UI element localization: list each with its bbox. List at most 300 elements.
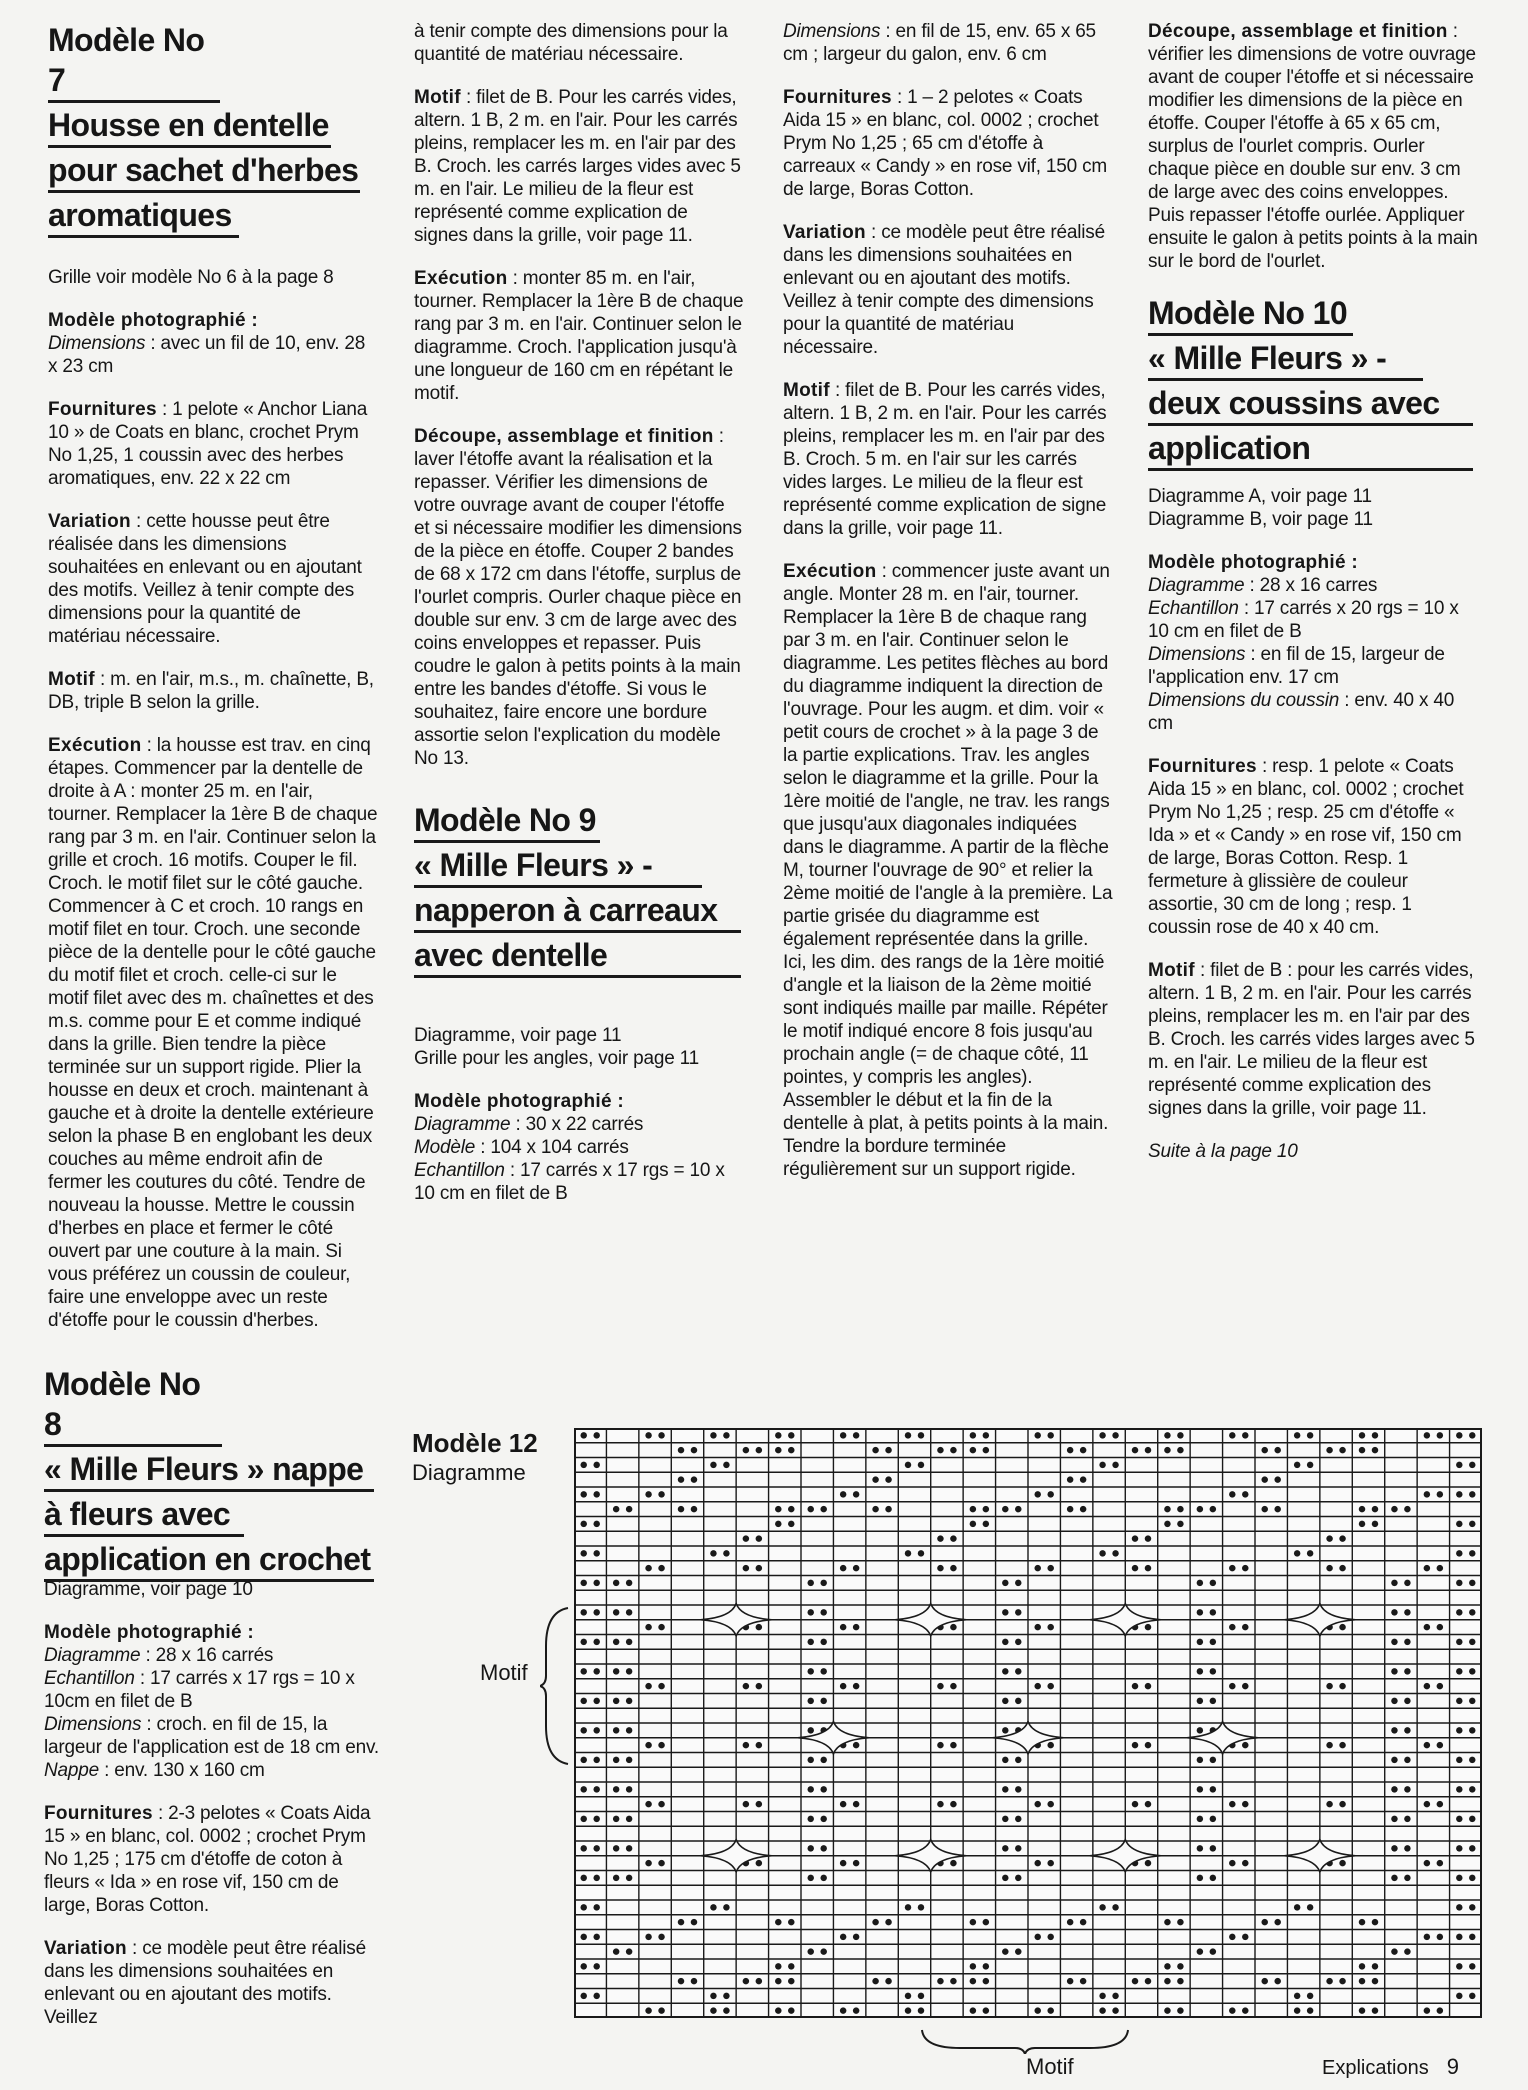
filled-stitch-dot — [593, 1727, 599, 1733]
filled-stitch-dot — [937, 1565, 943, 1571]
filled-stitch-dot — [593, 1521, 599, 1527]
filled-stitch-dot — [1067, 1506, 1073, 1512]
filled-stitch-dot — [983, 1963, 989, 1969]
filled-stitch-dot — [1372, 1963, 1378, 1969]
filled-stitch-dot — [743, 1978, 749, 1984]
filled-stitch-dot — [1210, 1786, 1216, 1792]
filled-stitch-dot — [905, 1550, 911, 1556]
filled-stitch-dot — [1002, 1609, 1008, 1615]
filled-stitch-dot — [950, 1565, 956, 1571]
filled-stitch-dot — [872, 1919, 878, 1925]
filled-stitch-dot — [1034, 1801, 1040, 1807]
filled-stitch-dot — [593, 1698, 599, 1704]
filled-stitch-dot — [613, 1506, 619, 1512]
filled-stitch-dot — [658, 2007, 664, 2013]
filled-stitch-dot — [1307, 1550, 1313, 1556]
filled-stitch-dot — [1456, 1757, 1462, 1763]
filled-stitch-dot — [1099, 1993, 1105, 1999]
sample-text: : 17 carrés x 17 rgs = 10 x 10cm en filet de B — [44, 1668, 355, 1712]
model-8-motif — [414, 86, 744, 247]
filled-stitch-dot — [1145, 1860, 1151, 1866]
filled-stitch-dot — [1242, 1432, 1248, 1438]
filled-stitch-dot — [1274, 1506, 1280, 1512]
filled-stitch-dot — [1404, 1845, 1410, 1851]
filled-stitch-dot — [1469, 1491, 1475, 1497]
filled-stitch-dot — [1034, 1565, 1040, 1571]
filled-stitch-dot — [1015, 1786, 1021, 1792]
filled-stitch-dot — [918, 1904, 924, 1910]
filled-stitch-dot — [937, 1742, 943, 1748]
filled-stitch-dot — [840, 1491, 846, 1497]
tablecloth-label: Nappe — [44, 1760, 99, 1781]
filled-stitch-dot — [691, 1506, 697, 1512]
filled-stitch-dot — [872, 1506, 878, 1512]
filled-stitch-dot — [840, 1860, 846, 1866]
model-10-motif — [1148, 959, 1478, 1120]
supplies-text: : resp. 1 pelote « Coats Aida 15 » en blanc, col. 0002 ; crochet Prym No 1,25 ; resp. 25 cm d'étoffe « Ida » et « Candy » en rose vif, 150 cm de large, Boras Cotton. Resp. 1 fermeture à glissière de couleur assortie, 30 cm de long ; resp. 1 coussin rose de 40 x 40 cm. — [1148, 756, 1464, 938]
continued-text: à tenir compte des dimensions pour la quantité de matériau nécessaire. — [414, 21, 728, 65]
filled-stitch-dot — [626, 1757, 632, 1763]
model-9-specs — [414, 1090, 744, 1205]
filled-stitch-dot — [1177, 1506, 1183, 1512]
filled-stitch-dot — [1372, 1447, 1378, 1453]
filled-stitch-dot — [1015, 1506, 1021, 1512]
grid-reference: Grille pour les angles, voir page 11 — [414, 1048, 699, 1069]
filled-stitch-dot — [626, 1948, 632, 1954]
filled-stitch-dot — [1469, 1698, 1475, 1704]
filled-stitch-dot — [1391, 1698, 1397, 1704]
filled-stitch-dot — [1015, 1609, 1021, 1615]
filled-stitch-dot — [918, 2007, 924, 2013]
filled-stitch-dot — [1242, 1624, 1248, 1630]
filled-stitch-dot — [840, 1565, 846, 1571]
filled-stitch-dot — [1112, 1462, 1118, 1468]
filled-stitch-dot — [1359, 1521, 1365, 1527]
filled-stitch-dot — [1424, 1683, 1430, 1689]
motif-label-bottom: Motif — [1026, 2054, 1074, 2079]
title-line: « Mille Fleurs » - — [414, 845, 702, 888]
filled-stitch-dot — [1034, 1860, 1040, 1866]
filled-stitch-dot — [1307, 1462, 1313, 1468]
filled-stitch-dot — [840, 2007, 846, 2013]
filled-stitch-dot — [807, 1609, 813, 1615]
filled-stitch-dot — [820, 1639, 826, 1645]
filled-stitch-dot — [1391, 1668, 1397, 1674]
filled-stitch-dot — [658, 1860, 664, 1866]
filled-stitch-dot — [1424, 1801, 1430, 1807]
filled-stitch-dot — [593, 1993, 599, 1999]
filled-stitch-dot — [723, 1904, 729, 1910]
filled-stitch-dot — [613, 1580, 619, 1586]
model-7-title — [48, 20, 378, 238]
filled-stitch-dot — [950, 1624, 956, 1630]
filled-stitch-dot — [1469, 1875, 1475, 1881]
filled-stitch-dot — [1424, 1934, 1430, 1940]
filled-stitch-dot — [1197, 1845, 1203, 1851]
filled-stitch-dot — [1307, 1432, 1313, 1438]
filled-stitch-dot — [788, 1919, 794, 1925]
filled-stitch-dot — [970, 1447, 976, 1453]
filled-stitch-dot — [775, 1432, 781, 1438]
filled-stitch-dot — [678, 1919, 684, 1925]
filled-stitch-dot — [807, 1786, 813, 1792]
filled-stitch-dot — [593, 1904, 599, 1910]
title-line: Modèle No 8 — [44, 1364, 222, 1447]
filled-stitch-dot — [1132, 1447, 1138, 1453]
filled-stitch-dot — [1002, 1948, 1008, 1954]
cushion-dim-label: Dimensions du coussin — [1148, 690, 1340, 711]
filled-stitch-dot — [1099, 2007, 1105, 2013]
filled-stitch-dot — [1034, 1491, 1040, 1497]
filled-stitch-dot — [1112, 1904, 1118, 1910]
model-9-motif — [783, 379, 1113, 540]
dim-text: : en fil de 15, largeur de l'application env. 17 cm — [1148, 644, 1445, 688]
filled-stitch-dot — [580, 1934, 586, 1940]
title-line: à fleurs avec — [44, 1494, 244, 1537]
filled-stitch-dot — [970, 1506, 976, 1512]
filled-stitch-dot — [1456, 1462, 1462, 1468]
filled-stitch-dot — [983, 1919, 989, 1925]
filled-stitch-dot — [1391, 1727, 1397, 1733]
motif-bracket-bottom — [920, 2028, 1130, 2054]
filled-stitch-dot — [1177, 1521, 1183, 1527]
model-8-details — [44, 1578, 379, 2049]
model-10-title — [1148, 293, 1478, 471]
filled-stitch-dot — [1307, 1904, 1313, 1910]
filled-stitch-dot — [658, 1742, 664, 1748]
filled-stitch-dot — [1339, 1565, 1345, 1571]
filled-stitch-dot — [1047, 1742, 1053, 1748]
filled-stitch-dot — [1145, 1683, 1151, 1689]
filled-stitch-dot — [613, 1639, 619, 1645]
filled-stitch-dot — [1080, 1476, 1086, 1482]
continued-note: Suite à la page 10 — [1148, 1141, 1298, 1162]
filled-stitch-dot — [853, 1432, 859, 1438]
diagram-text: : 28 x 16 carrés — [140, 1645, 274, 1666]
filled-stitch-dot — [645, 1565, 651, 1571]
motif-text: : m. en l'air, m.s., m. chaînette, B, DB, triple B selon la grille. — [48, 669, 374, 713]
filled-stitch-dot — [756, 1742, 762, 1748]
filled-stitch-dot — [593, 1639, 599, 1645]
filled-stitch-dot — [756, 1565, 762, 1571]
filled-stitch-dot — [710, 1432, 716, 1438]
filled-stitch-dot — [1015, 1816, 1021, 1822]
filled-stitch-dot — [580, 1698, 586, 1704]
filled-stitch-dot — [1210, 1609, 1216, 1615]
motif-label: Motif — [414, 87, 461, 108]
filled-stitch-dot — [807, 1698, 813, 1704]
filled-stitch-dot — [658, 1565, 664, 1571]
filled-stitch-dot — [885, 1978, 891, 1984]
filled-stitch-dot — [1404, 1875, 1410, 1881]
filled-stitch-dot — [580, 1904, 586, 1910]
filled-stitch-dot — [970, 1978, 976, 1984]
model-9-dimensions — [783, 20, 1113, 66]
filled-stitch-dot — [580, 1639, 586, 1645]
filled-stitch-dot — [872, 1476, 878, 1482]
sample-label: Echantillon — [414, 1160, 505, 1181]
filled-stitch-dot — [1391, 1639, 1397, 1645]
filled-stitch-dot — [1294, 1462, 1300, 1468]
filled-stitch-dot — [1177, 1447, 1183, 1453]
finishing-label: Découpe, assemblage et finition — [414, 426, 714, 447]
filled-stitch-dot — [613, 1816, 619, 1822]
filled-stitch-dot — [580, 1521, 586, 1527]
filled-stitch-dot — [613, 1757, 619, 1763]
filled-stitch-dot — [1294, 2007, 1300, 2013]
filled-stitch-dot — [1404, 1668, 1410, 1674]
filled-stitch-dot — [1132, 1978, 1138, 1984]
execution-text: : la housse est trav. en cinq étapes. Commencer par la dentelle de droite à A : monter 25 m. en l'air, tourner. Remplacer la 1ère B de chaque rang par 3 m. en l'air. Continuer selon la grille et croch. 16 motifs. Couper le fil. Croch. le motif filet sur le côté gauche. Commencer à C et croch. 10 rangs en motif filet en tour. Croch. une seconde pièce de la dentelle pour le côté gauche du motif filet et croch. celle-ci sur le motif filet avec des m. chaînettes et des m.s. comme pour E et comme indiqué dans la grille. Bien tendre la pièce terminée sur un support rigide. Plier la housse en deux et croch. maintenant à gauche et à droite la dentelle extérieure selon la phase B en englobant les deux couches au même endroit afin de fermer les coutures du côté. Tendre de nouveau la housse. Mettre le coussin d'herbes en place et fermer le côté ouvert par une couture à la main. Si vous préférez un coussin de couleur, faire une enveloppe avec un reste d'étoffe pour le coussin d'herbes. — [48, 735, 378, 1331]
dim-label: Dimensions — [783, 21, 881, 42]
filled-stitch-dot — [1132, 1801, 1138, 1807]
model-9-execution — [783, 560, 1113, 1181]
variation-label: Variation — [783, 222, 866, 243]
filled-stitch-dot — [807, 1757, 813, 1763]
filled-stitch-dot — [691, 1476, 697, 1482]
filled-stitch-dot — [756, 1860, 762, 1866]
filled-stitch-dot — [645, 1432, 651, 1438]
filled-stitch-dot — [1456, 1550, 1462, 1556]
filled-stitch-dot — [1469, 1432, 1475, 1438]
filled-stitch-dot — [1456, 1432, 1462, 1438]
filled-stitch-dot — [983, 2007, 989, 2013]
filled-stitch-dot — [645, 1742, 651, 1748]
filled-stitch-dot — [1359, 1963, 1365, 1969]
filled-stitch-dot — [1177, 2007, 1183, 2013]
photo-label: Modèle photographié : — [1148, 552, 1359, 573]
filled-stitch-dot — [1326, 1535, 1332, 1541]
filled-stitch-dot — [1145, 1801, 1151, 1807]
filled-stitch-dot — [626, 1786, 632, 1792]
model-8-execution — [414, 267, 744, 405]
model-10-supplies — [1148, 755, 1478, 939]
filled-stitch-dot — [1164, 1978, 1170, 1984]
filled-stitch-dot — [1424, 1742, 1430, 1748]
filled-stitch-dot — [1339, 1978, 1345, 1984]
figure-subtitle: Diagramme — [412, 1460, 526, 1485]
filled-stitch-dot — [807, 1727, 813, 1733]
dim-text: : en fil de 15, env. 65 x 65 cm ; largeur du galon, env. 6 cm — [783, 21, 1096, 65]
filled-stitch-dot — [1242, 1934, 1248, 1940]
motif-label: Motif — [783, 380, 830, 401]
filled-stitch-dot — [1294, 1550, 1300, 1556]
filled-stitch-dot — [710, 2007, 716, 2013]
filled-stitch-dot — [1339, 1742, 1345, 1748]
filled-stitch-dot — [678, 1506, 684, 1512]
filled-stitch-dot — [1359, 1447, 1365, 1453]
filled-stitch-dot — [723, 1462, 729, 1468]
filled-stitch-dot — [950, 1978, 956, 1984]
filled-stitch-dot — [580, 1580, 586, 1586]
diagram-label: Diagramme — [44, 1645, 141, 1666]
filled-stitch-dot — [1002, 1786, 1008, 1792]
filled-stitch-dot — [1469, 1934, 1475, 1940]
model-8-variation — [44, 1937, 379, 2029]
filled-stitch-dot — [1210, 1757, 1216, 1763]
filled-stitch-dot — [1034, 2007, 1040, 2013]
filled-stitch-dot — [1294, 1432, 1300, 1438]
filled-stitch-dot — [1047, 1860, 1053, 1866]
filled-stitch-dot — [1047, 1491, 1053, 1497]
filled-stitch-dot — [613, 1845, 619, 1851]
filled-stitch-dot — [613, 1786, 619, 1792]
dim-label: Dimensions — [48, 333, 146, 354]
filled-stitch-dot — [853, 1565, 859, 1571]
filled-stitch-dot — [885, 1447, 891, 1453]
filled-stitch-dot — [820, 1786, 826, 1792]
filled-stitch-dot — [626, 1698, 632, 1704]
filled-stitch-dot — [1261, 1476, 1267, 1482]
filled-stitch-dot — [645, 1860, 651, 1866]
filled-stitch-dot — [1047, 1432, 1053, 1438]
filled-stitch-dot — [1456, 1993, 1462, 1999]
filled-stitch-dot — [593, 1757, 599, 1763]
filled-stitch-dot — [710, 1462, 716, 1468]
filled-stitch-dot — [1112, 1432, 1118, 1438]
title-line: application — [1148, 428, 1473, 471]
filled-stitch-dot — [1099, 1904, 1105, 1910]
title-line: « Mille Fleurs » - — [1148, 338, 1423, 381]
filled-stitch-dot — [645, 1934, 651, 1940]
filled-stitch-dot — [853, 1801, 859, 1807]
filled-stitch-dot — [1274, 1978, 1280, 1984]
filled-stitch-dot — [723, 1993, 729, 1999]
filled-stitch-dot — [1456, 1963, 1462, 1969]
motif-label: Motif — [48, 669, 95, 690]
filled-stitch-dot — [1177, 1432, 1183, 1438]
filled-stitch-dot — [1047, 2007, 1053, 2013]
filled-stitch-dot — [775, 1521, 781, 1527]
filled-stitch-dot — [626, 1727, 632, 1733]
filled-stitch-dot — [723, 1550, 729, 1556]
section-name: Explications — [1322, 2057, 1429, 2079]
filled-stitch-dot — [950, 1535, 956, 1541]
filled-stitch-dot — [613, 1727, 619, 1733]
filled-stitch-dot — [1456, 1668, 1462, 1674]
diagram-a-reference: Diagramme A, voir page 11 — [1148, 486, 1372, 507]
filled-stitch-dot — [1015, 1639, 1021, 1645]
filled-stitch-dot — [1099, 1432, 1105, 1438]
filled-stitch-dot — [1456, 1786, 1462, 1792]
filled-stitch-dot — [1326, 1565, 1332, 1571]
filled-stitch-dot — [1339, 1860, 1345, 1866]
diagram-text: : 30 x 22 carrés — [510, 1114, 644, 1135]
filled-stitch-dot — [840, 1801, 846, 1807]
filled-stitch-dot — [743, 1742, 749, 1748]
filled-stitch-dot — [710, 1904, 716, 1910]
filled-stitch-dot — [840, 1683, 846, 1689]
supplies-text: : 1 pelote « Anchor Liana 10 » de Coats en blanc, crochet Prym No 1,25, 1 coussin avec des herbes aromatiques, env. 22 x 22 cm — [48, 399, 368, 489]
filled-stitch-dot — [1002, 1845, 1008, 1851]
filled-stitch-dot — [840, 1432, 846, 1438]
model-8-supplies — [44, 1802, 379, 1917]
title-line: deux coussins avec — [1148, 383, 1473, 426]
filled-stitch-dot — [1229, 1565, 1235, 1571]
filled-stitch-dot — [645, 1683, 651, 1689]
filled-stitch-dot — [593, 1875, 599, 1881]
filled-stitch-dot — [1164, 1521, 1170, 1527]
filled-stitch-dot — [1242, 1742, 1248, 1748]
filled-stitch-dot — [1080, 1506, 1086, 1512]
filled-stitch-dot — [983, 1521, 989, 1527]
filled-stitch-dot — [1437, 1565, 1443, 1571]
filled-stitch-dot — [1391, 1609, 1397, 1615]
filled-stitch-dot — [918, 1462, 924, 1468]
filled-stitch-dot — [1132, 1742, 1138, 1748]
filled-stitch-dot — [723, 2007, 729, 2013]
title-line: napperon à carreaux — [414, 890, 741, 933]
filled-stitch-dot — [1197, 1580, 1203, 1586]
filled-stitch-dot — [853, 1491, 859, 1497]
filled-stitch-dot — [1015, 1580, 1021, 1586]
filled-stitch-dot — [1359, 1919, 1365, 1925]
filled-stitch-dot — [983, 1432, 989, 1438]
filled-stitch-dot — [970, 1919, 976, 1925]
filled-stitch-dot — [1359, 2007, 1365, 2013]
dim-label: Dimensions — [44, 1714, 142, 1735]
model-9-title — [414, 800, 744, 978]
filled-stitch-dot — [658, 1801, 664, 1807]
filled-stitch-dot — [775, 1919, 781, 1925]
filled-stitch-dot — [950, 1801, 956, 1807]
filled-stitch-dot — [1326, 1683, 1332, 1689]
filled-stitch-dot — [1067, 1919, 1073, 1925]
model-label: Modèle — [414, 1137, 476, 1158]
filled-stitch-dot — [1372, 1506, 1378, 1512]
filled-stitch-dot — [1456, 1698, 1462, 1704]
filled-stitch-dot — [723, 1432, 729, 1438]
motif-bracket-left — [540, 1606, 572, 1766]
filled-stitch-dot — [1404, 1816, 1410, 1822]
filled-stitch-dot — [1424, 1432, 1430, 1438]
filled-stitch-dot — [1339, 1447, 1345, 1453]
filled-stitch-dot — [756, 1447, 762, 1453]
variation-label: Variation — [44, 1938, 127, 1959]
filled-stitch-dot — [593, 1816, 599, 1822]
dim-text: : avec un fil de 10, env. 28 x 23 cm — [48, 333, 366, 377]
cushion-dim-text: : env. 40 x 40 cm — [1148, 690, 1455, 734]
filled-stitch-dot — [1372, 1521, 1378, 1527]
model-9-finishing — [1148, 20, 1478, 273]
filled-stitch-dot — [1469, 1521, 1475, 1527]
page-footer — [1322, 2054, 1459, 2080]
filled-stitch-dot — [580, 1609, 586, 1615]
column-1 — [48, 20, 378, 1352]
filled-stitch-dot — [788, 1506, 794, 1512]
model-text: : 104 x 104 carrés — [475, 1137, 629, 1158]
filled-stitch-dot — [840, 1624, 846, 1630]
filled-stitch-dot — [1339, 1683, 1345, 1689]
filled-stitch-dot — [1424, 1491, 1430, 1497]
filled-stitch-dot — [1404, 1786, 1410, 1792]
filled-stitch-dot — [1034, 1683, 1040, 1689]
filled-stitch-dot — [645, 1491, 651, 1497]
motif-label: Motif — [1148, 960, 1195, 981]
filled-stitch-dot — [658, 1491, 664, 1497]
filled-stitch-dot — [1242, 1565, 1248, 1571]
filled-stitch-dot — [775, 1978, 781, 1984]
filled-stitch-dot — [937, 1978, 943, 1984]
model-9-refs — [414, 1024, 744, 1070]
filled-stitch-dot — [1391, 1845, 1397, 1851]
filled-stitch-dot — [1229, 1934, 1235, 1940]
filled-stitch-dot — [970, 1521, 976, 1527]
supplies-label: Fournitures — [48, 399, 157, 420]
filled-stitch-dot — [593, 1462, 599, 1468]
filled-stitch-dot — [1456, 1875, 1462, 1881]
figure-title: Modèle 12 — [412, 1428, 538, 1458]
